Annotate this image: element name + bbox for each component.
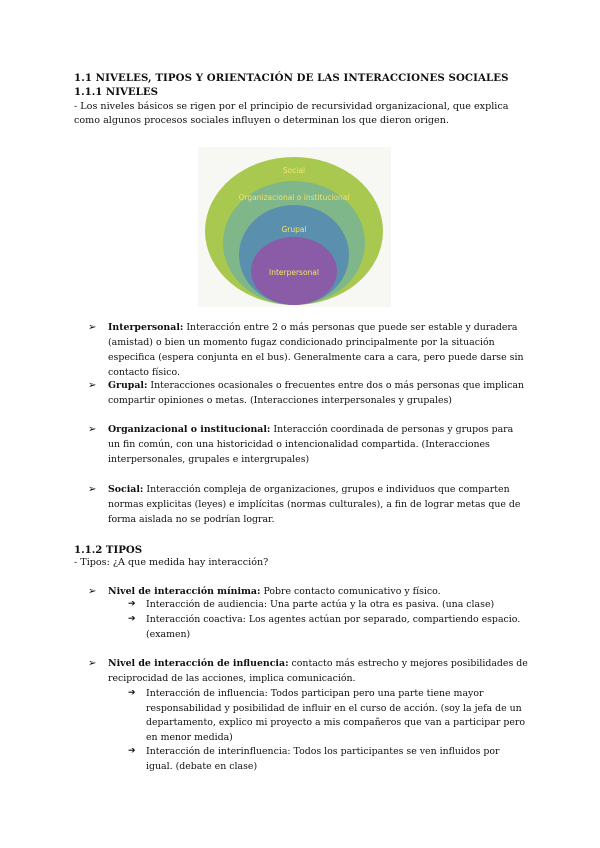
section-tipos-title: 1.1.2 TIPOS	[74, 544, 143, 556]
bullet-icon: ➢	[88, 424, 97, 435]
type-sub-item: Interacción coactiva: Los agentes actúan por separado, compartiendo espacio. (examen)	[146, 614, 521, 640]
type-item-influencia	[108, 656, 528, 686]
type-text: Pobre contacto comunicativo y físico.	[263, 586, 441, 597]
bullet-icon: ➢	[88, 322, 97, 333]
level-item-organizacional	[108, 422, 528, 467]
level-term: Interpersonal:	[108, 322, 184, 333]
section-niveles-intro: - Los niveles básicos se rigen por el principio de recursividad organizacional, que explica como algunos procesos sociales influyen o determinan los que dieron origen.	[74, 101, 509, 126]
arrow-icon: ➔	[128, 746, 136, 756]
level-item-interpersonal	[108, 320, 528, 380]
type-term: Nivel de interacción de influencia:	[108, 658, 289, 669]
level-term: Grupal:	[108, 380, 148, 391]
level-text: Interacción entre 2 o más personas que puede ser estable y duradera (amistad) o bien un momento fugaz condicionado principalmente por la situación especifica (espera conjunta en el bus). Generalmente cara a cara, pero puede darse sin contacto físico.	[108, 322, 524, 378]
arrow-icon: ➔	[128, 614, 136, 624]
level-text: Interacción coordinada de personas y grupos para un fin común, con una historicidad o intencionalidad compartida. (Interacciones interpersonales, grupales e intergrupales)	[108, 424, 514, 465]
type-sub-item: Interacción de audiencia: Una parte actúa y la otra es pasiva. (una clase)	[146, 599, 495, 610]
bullet-icon: ➢	[88, 380, 97, 391]
bullet-icon: ➢	[88, 586, 97, 597]
section-niveles-title: 1.1.1 NIVELES	[74, 86, 158, 98]
arrow-icon: ➔	[128, 688, 136, 698]
level-item-social	[108, 482, 528, 527]
type-item-minima	[108, 584, 528, 599]
levels-diagram	[198, 147, 391, 307]
section-tipos-intro: - Tipos: ¿A que medida hay interacción?	[74, 557, 269, 568]
diagram-label-grupal: Grupal	[281, 225, 307, 234]
type-sub-item: Interacción de interinfluencia: Todos los participantes se ven influidos por igual. (debate en clase)	[146, 746, 500, 772]
bullet-icon: ➢	[88, 484, 97, 495]
diagram-label-social: Social	[282, 166, 306, 175]
level-term: Organizacional o institucional:	[108, 424, 271, 435]
bullet-icon: ➢	[88, 658, 97, 669]
diagram-label-org: Organizacional o institucional	[238, 193, 350, 202]
arrow-icon: ➔	[128, 599, 136, 609]
level-item-grupal	[108, 378, 528, 408]
diagram-label-interpersonal: Interpersonal	[269, 268, 319, 277]
level-text: Interacciones ocasionales o frecuentes entre dos o más personas que implican compartir opiniones o metas. (Interacciones interpersonales y grupales)	[108, 380, 524, 406]
level-text: Interacción compleja de organizaciones, grupos e individuos que comparten normas explicitas (leyes) e implícitas (normas culturales), a fin de lograr metas que de forma aislada no se podrían lograr.	[108, 484, 521, 525]
type-term: Nivel de interacción mínima:	[108, 586, 261, 597]
level-term: Social:	[108, 484, 144, 495]
type-text: contacto más estrecho y mejores posibilidades de reciprocidad de las acciones, implica comunicación.	[108, 658, 528, 684]
page-title: 1.1 NIVELES, TIPOS Y ORIENTACIÓN DE LAS INTERACCIONES SOCIALES	[74, 72, 509, 84]
type-sub-item: Interacción de influencia: Todos participan pero una parte tiene mayor responsabilidad y posibilidad de influir en el curso de acción. (soy la jefa de un departamento, explico mi proyecto a mis compañeros que van a participar pero en menor medida)	[146, 688, 525, 743]
